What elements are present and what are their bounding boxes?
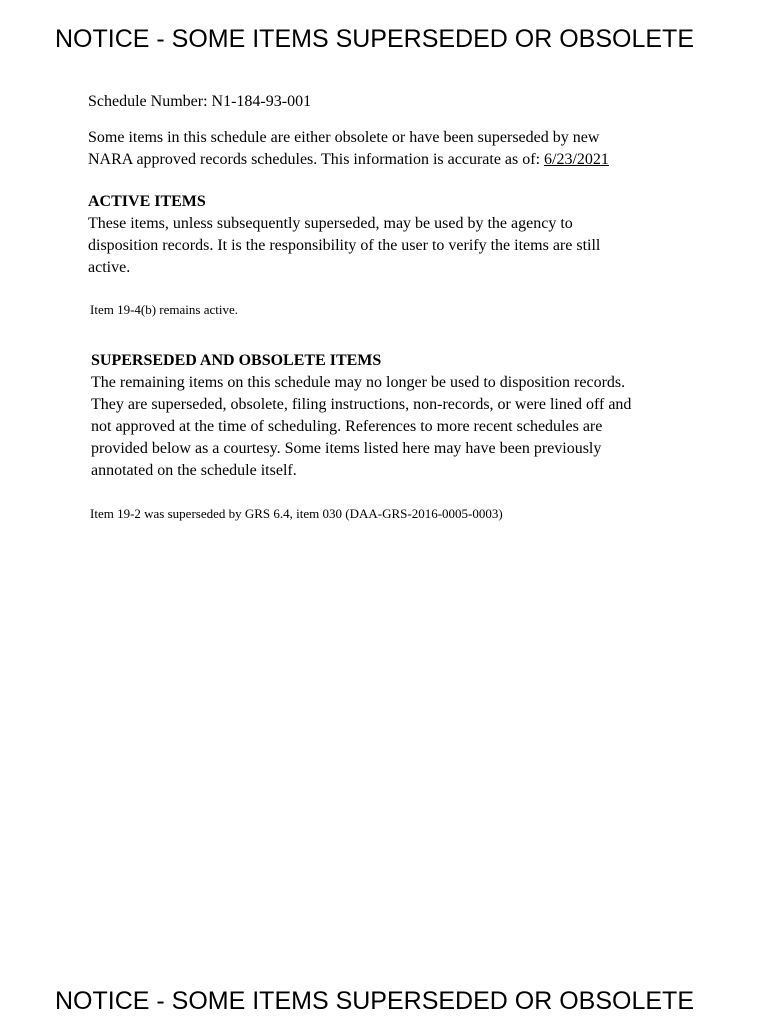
active-items-heading: ACTIVE ITEMS <box>88 193 206 210</box>
intro-line-2 <box>88 149 688 171</box>
superseded-items-heading: SUPERSEDED AND OBSOLETE ITEMS <box>91 352 382 369</box>
notice-banner-bottom: NOTICE - SOME ITEMS SUPERSEDED OR OBSOLETE <box>55 987 694 1015</box>
intro-line-2-text: NARA approved records schedules. This information is accurate as of: <box>88 151 545 168</box>
intro-paragraph <box>88 127 688 171</box>
active-item-entry: Item 19-4(b) remains active. <box>90 302 238 317</box>
superseded-items-line-4: provided below as a courtesy. Some items listed here may have been previously <box>91 440 602 457</box>
superseded-items-line-1: The remaining items on this schedule may no longer be used to disposition records. <box>91 374 626 391</box>
superseded-item-entry: Item 19-2 was superseded by GRS 6.4, item 030 (DAA-GRS-2016-0005-0003) <box>90 506 503 521</box>
active-items-line-1: These items, unless subsequently superseded, may be used by the agency to <box>88 215 573 232</box>
superseded-items-line-3: not approved at the time of scheduling. References to more recent schedules are <box>91 418 603 435</box>
active-items-line-2: disposition records. It is the responsibility of the user to verify the items are still <box>88 237 601 254</box>
superseded-items-line-2: They are superseded, obsolete, filing instructions, non-records, or were lined off and <box>91 396 632 413</box>
active-items-line-3: active. <box>88 259 131 276</box>
superseded-items-line-5: annotated on the schedule itself. <box>91 462 297 479</box>
active-items-section <box>88 191 688 279</box>
superseded-items-section <box>91 350 696 482</box>
intro-line-1: Some items in this schedule are either obsolete or have been superseded by new <box>88 129 600 146</box>
notice-banner-top: NOTICE - SOME ITEMS SUPERSEDED OR OBSOLETE <box>55 25 694 53</box>
accuracy-date: 6/23/2021 <box>544 151 609 168</box>
schedule-number: Schedule Number: N1-184-93-001 <box>88 93 312 110</box>
